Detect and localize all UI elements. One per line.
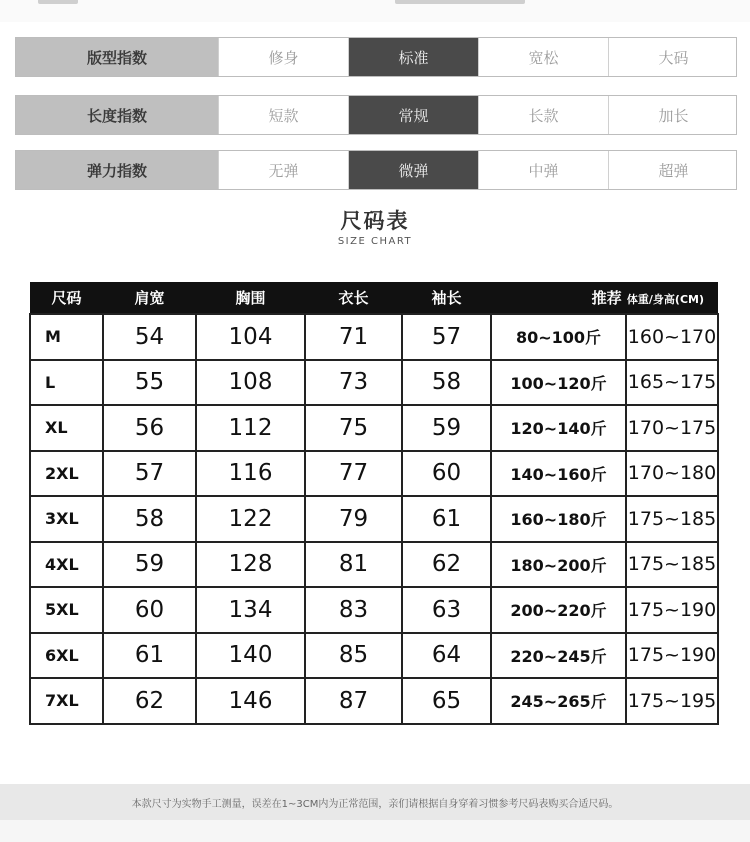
cell-chest: 140 <box>196 633 305 679</box>
header-recommend <box>491 282 718 314</box>
length-option: 长款 <box>478 96 608 134</box>
cell-length: 73 <box>305 360 402 406</box>
size-chart-title: 尺码表 <box>340 209 410 233</box>
cell-height: 170~180 <box>626 451 718 497</box>
cell-height: 175~185 <box>626 496 718 542</box>
length-option: 短款 <box>218 96 348 134</box>
cell-length: 85 <box>305 633 402 679</box>
cell-shoulder: 57 <box>103 451 196 497</box>
cell-size: M <box>30 314 103 360</box>
header-sleeve: 袖长 <box>402 282 491 314</box>
cell-chest: 146 <box>196 678 305 724</box>
cell-shoulder: 61 <box>103 633 196 679</box>
cell-sleeve: 64 <box>402 633 491 679</box>
table-row <box>30 496 718 542</box>
cell-chest: 122 <box>196 496 305 542</box>
cell-size: XL <box>30 405 103 451</box>
cell-length: 77 <box>305 451 402 497</box>
cell-sleeve: 62 <box>402 542 491 588</box>
fit-indicator-label: 版型指数 <box>16 38 218 76</box>
bottom-strip <box>0 820 750 842</box>
table-row <box>30 542 718 588</box>
cell-height: 175~185 <box>626 542 718 588</box>
cell-shoulder: 59 <box>103 542 196 588</box>
cell-chest: 104 <box>196 314 305 360</box>
cell-shoulder: 58 <box>103 496 196 542</box>
footer-note: 本款尺寸为实物手工测量，误差在1~3CM内为正常范围，亲们请根据自身穿着习惯参考尺码表购买合适尺码。 <box>0 784 750 820</box>
header-size: 尺码 <box>30 282 103 314</box>
cell-chest: 108 <box>196 360 305 406</box>
cell-chest: 116 <box>196 451 305 497</box>
fit-option: 大码 <box>608 38 738 76</box>
cell-sleeve: 57 <box>402 314 491 360</box>
table-row <box>30 360 718 406</box>
cell-sleeve: 61 <box>402 496 491 542</box>
cell-length: 87 <box>305 678 402 724</box>
elasticity-option: 无弹 <box>218 151 348 189</box>
cell-weight: 245~265斤 <box>491 678 626 724</box>
cell-weight: 100~120斤 <box>491 360 626 406</box>
cell-size: 7XL <box>30 678 103 724</box>
elasticity-indicator-label: 弹力指数 <box>16 151 218 189</box>
cell-length: 75 <box>305 405 402 451</box>
cell-weight: 120~140斤 <box>491 405 626 451</box>
cell-length: 83 <box>305 587 402 633</box>
cell-height: 160~170 <box>626 314 718 360</box>
cell-height: 175~190 <box>626 587 718 633</box>
cell-weight: 200~220斤 <box>491 587 626 633</box>
header-chest: 胸围 <box>196 282 305 314</box>
table-row <box>30 405 718 451</box>
cell-height: 165~175 <box>626 360 718 406</box>
header-recommend-label: 推荐 <box>591 289 622 307</box>
cropped-text-fragment <box>38 0 78 4</box>
header-length: 衣长 <box>305 282 402 314</box>
elasticity-option: 中弹 <box>478 151 608 189</box>
length-option: 加长 <box>608 96 738 134</box>
cell-weight: 140~160斤 <box>491 451 626 497</box>
fit-indicator-row <box>15 37 737 77</box>
cell-sleeve: 63 <box>402 587 491 633</box>
length-indicator-label: 长度指数 <box>16 96 218 134</box>
cell-chest: 134 <box>196 587 305 633</box>
table-row <box>30 587 718 633</box>
cell-weight: 220~245斤 <box>491 633 626 679</box>
cropped-top-strip <box>0 0 750 22</box>
cell-length: 81 <box>305 542 402 588</box>
length-option-selected: 常规 <box>348 96 478 134</box>
header-shoulder: 肩宽 <box>103 282 196 314</box>
fit-option: 修身 <box>218 38 348 76</box>
fit-option: 宽松 <box>478 38 608 76</box>
table-row <box>30 678 718 724</box>
table-row <box>30 451 718 497</box>
cropped-text-fragment <box>395 0 525 4</box>
cell-size: 2XL <box>30 451 103 497</box>
cell-shoulder: 54 <box>103 314 196 360</box>
table-row <box>30 314 718 360</box>
cell-height: 175~190 <box>626 633 718 679</box>
cell-size: 3XL <box>30 496 103 542</box>
elasticity-indicator-row <box>15 150 737 190</box>
header-recommend-detail: 体重/身高(CM) <box>626 293 704 306</box>
elasticity-option: 超弹 <box>608 151 738 189</box>
cell-height: 170~175 <box>626 405 718 451</box>
cell-size: 5XL <box>30 587 103 633</box>
elasticity-option-selected: 微弹 <box>348 151 478 189</box>
cell-shoulder: 56 <box>103 405 196 451</box>
cell-chest: 128 <box>196 542 305 588</box>
cell-chest: 112 <box>196 405 305 451</box>
cell-shoulder: 55 <box>103 360 196 406</box>
table-row <box>30 633 718 679</box>
cell-shoulder: 62 <box>103 678 196 724</box>
cell-sleeve: 65 <box>402 678 491 724</box>
cell-size: 6XL <box>30 633 103 679</box>
cell-size: 4XL <box>30 542 103 588</box>
cell-sleeve: 59 <box>402 405 491 451</box>
cell-length: 71 <box>305 314 402 360</box>
cell-shoulder: 60 <box>103 587 196 633</box>
cell-weight: 80~100斤 <box>491 314 626 360</box>
fit-option-selected: 标准 <box>348 38 478 76</box>
table-body <box>30 314 718 724</box>
length-indicator-row <box>15 95 737 135</box>
cell-size: L <box>30 360 103 406</box>
cell-height: 175~195 <box>626 678 718 724</box>
cell-sleeve: 58 <box>402 360 491 406</box>
size-chart-subtitle: SIZE CHART <box>337 236 413 247</box>
cell-sleeve: 60 <box>402 451 491 497</box>
size-table <box>29 282 719 725</box>
table-header-row <box>30 282 718 314</box>
cell-length: 79 <box>305 496 402 542</box>
cell-weight: 180~200斤 <box>491 542 626 588</box>
cell-weight: 160~180斤 <box>491 496 626 542</box>
